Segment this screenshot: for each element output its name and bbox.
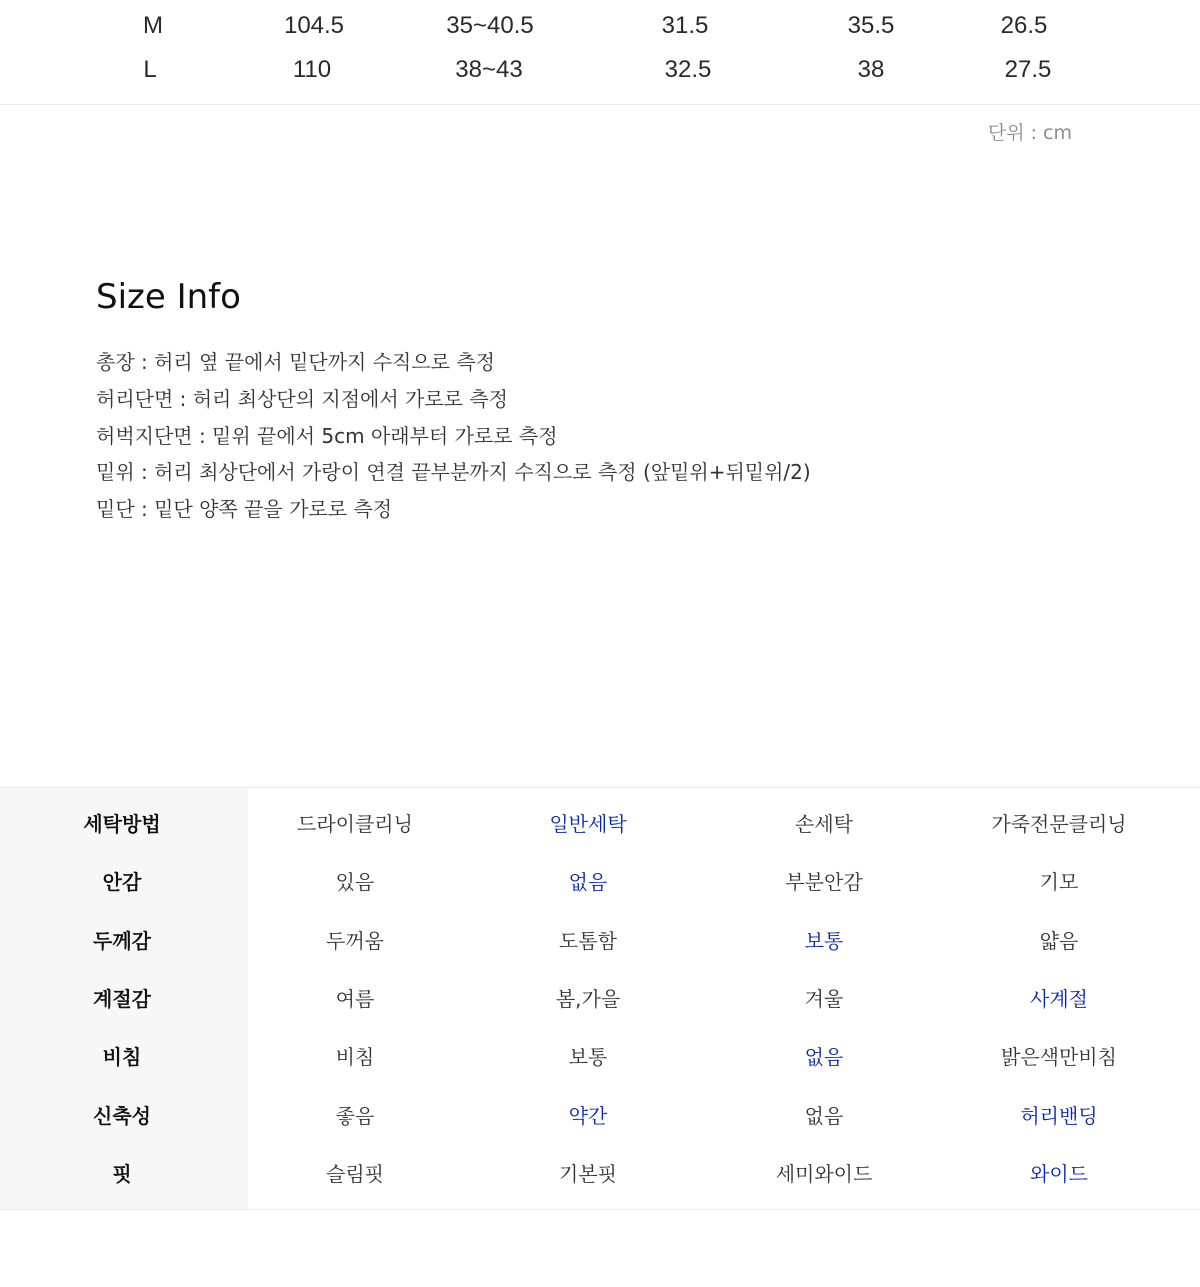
fabric-info-table (0, 787, 1200, 1210)
fabric-option: 밝은색만비침 (1001, 1045, 1117, 1070)
fabric-row (0, 795, 1200, 853)
size-table (0, 0, 1200, 105)
size-info-line: 밑위 : 허리 최상단에서 가랑이 연결 끝부분까지 수직으로 측정 (앞밑위+뒤밑위/2) (96, 460, 811, 485)
waist-value: 35~40.5 (446, 12, 534, 39)
fabric-option: 있음 (335, 870, 375, 895)
size-info-title: Size Info (96, 277, 241, 317)
fabric-option: 드라이클리닝 (297, 812, 413, 836)
fabric-option-selected: 보통 (804, 928, 844, 953)
fabric-option: 가죽전문클리닝 (991, 812, 1127, 836)
fabric-option-selected: 허리밴딩 (1020, 1103, 1098, 1128)
fabric-row (0, 970, 1200, 1028)
size-info-list (96, 344, 811, 528)
fabric-row-label: 신축성 (93, 1103, 151, 1128)
fabric-option-selected: 와이드 (1030, 1161, 1088, 1186)
size-info-line: 총장 : 허리 옆 끝에서 밑단까지 수직으로 측정 (96, 350, 495, 374)
fabric-row-label: 안감 (102, 870, 142, 895)
fabric-row (0, 853, 1200, 911)
fabric-option: 기모 (1039, 870, 1079, 895)
size-label: L (143, 56, 157, 83)
total-length-value: 110 (292, 56, 332, 83)
fabric-option: 기본핏 (559, 1161, 617, 1186)
fabric-option: 두꺼움 (326, 928, 384, 953)
hem-value: 26.5 (1000, 12, 1048, 39)
fabric-row-label: 계절감 (93, 986, 151, 1011)
hem-value: 27.5 (1004, 56, 1052, 83)
fabric-option-selected: 사계절 (1030, 986, 1088, 1011)
fabric-option: 손세탁 (795, 812, 853, 836)
fabric-row-label: 세탁방법 (83, 812, 161, 836)
size-info-line: 허벅지단면 : 밑위 끝에서 5cm 아래부터 가로로 측정 (96, 423, 558, 448)
fabric-row (0, 1145, 1200, 1203)
total-length-value: 104.5 (283, 12, 345, 39)
rise-value: 35.5 (847, 12, 895, 39)
fabric-option: 봄,가을 (555, 986, 621, 1011)
fabric-option: 부분안감 (785, 870, 863, 895)
fabric-row-label: 핏 (112, 1161, 132, 1186)
fabric-option: 좋음 (335, 1103, 375, 1128)
size-info-line: 허리단면 : 허리 최상단의 지점에서 가로로 측정 (96, 386, 508, 411)
size-info-line: 밑단 : 밑단 양쪽 끝을 가로로 측정 (96, 497, 393, 522)
rise-value: 38 (857, 56, 885, 83)
fabric-option: 슬림핏 (326, 1161, 384, 1186)
size-label: M (143, 12, 163, 39)
fabric-row-label: 두께감 (93, 928, 151, 953)
unit-note: 단위 : cm (987, 122, 1072, 144)
fabric-option: 얇음 (1039, 928, 1079, 953)
fabric-option: 없음 (804, 1103, 844, 1128)
fabric-option-selected: 약간 (568, 1103, 608, 1128)
size-row-l (0, 50, 1200, 90)
size-row-m (0, 6, 1200, 46)
fabric-row (0, 912, 1200, 970)
thigh-value: 32.5 (664, 56, 712, 83)
fabric-row-label: 비침 (102, 1045, 142, 1070)
fabric-option-selected: 일반세탁 (549, 812, 627, 836)
fabric-option: 겨울 (804, 986, 844, 1011)
fabric-option-selected: 없음 (804, 1045, 844, 1070)
thigh-value: 31.5 (661, 12, 709, 39)
fabric-row (0, 1028, 1200, 1086)
fabric-option: 도톰함 (559, 928, 617, 953)
fabric-option: 보통 (568, 1045, 608, 1070)
fabric-option: 세미와이드 (775, 1161, 873, 1186)
waist-value: 38~43 (455, 56, 523, 83)
fabric-option: 비침 (335, 1045, 375, 1070)
fabric-option-selected: 없음 (568, 870, 608, 895)
fabric-option: 여름 (335, 986, 375, 1011)
fabric-row (0, 1087, 1200, 1145)
